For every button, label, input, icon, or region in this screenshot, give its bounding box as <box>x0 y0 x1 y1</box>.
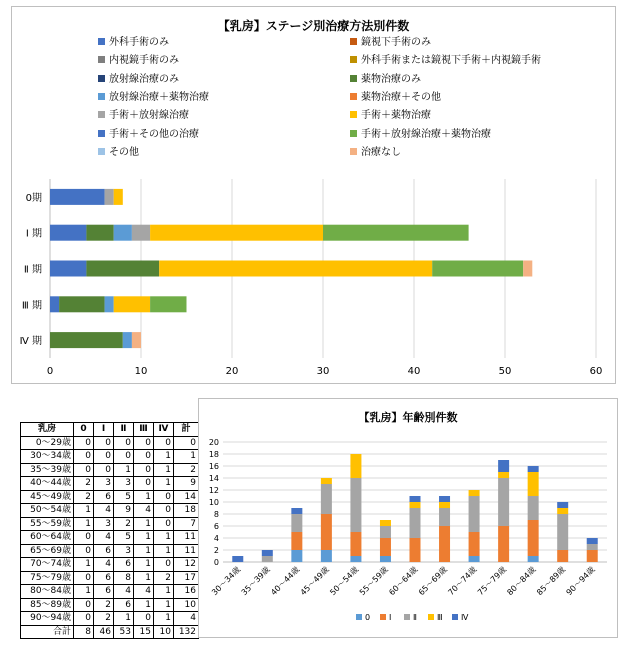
table-header-row <box>21 423 199 437</box>
row-label: 合計 <box>21 625 74 639</box>
table-cell: 6 <box>114 558 134 572</box>
table-cell: 0 <box>74 544 94 558</box>
table-cell: 0 <box>94 450 114 464</box>
bar-segment <box>528 472 539 496</box>
table-cell: 132 <box>174 625 199 639</box>
table-row <box>21 490 199 504</box>
bar-segment <box>557 502 568 508</box>
table-cell: 1 <box>114 463 134 477</box>
bar-segment <box>498 460 509 472</box>
table-row <box>21 544 199 558</box>
bar-segment <box>114 225 132 241</box>
column-header: Ⅱ <box>114 423 134 437</box>
table-cell: 0 <box>74 598 94 612</box>
table-cell: 1 <box>154 450 174 464</box>
bar-segment <box>528 520 539 556</box>
table-cell: 1 <box>74 517 94 531</box>
table-row <box>21 571 199 585</box>
bar-segment <box>321 550 332 562</box>
table-row <box>21 558 199 572</box>
row-label: 50～54歳 <box>21 504 74 518</box>
table-cell: 6 <box>94 544 114 558</box>
table-cell: 9 <box>174 477 199 491</box>
x-tick-label: 30 <box>316 366 330 377</box>
table-cell: 1 <box>134 571 154 585</box>
table-cell: 0 <box>134 612 154 626</box>
bar-segment <box>410 496 421 502</box>
bar-segment <box>59 296 105 312</box>
row-label: 85～89歳 <box>21 598 74 612</box>
bar-segment <box>50 261 86 277</box>
table-cell: 46 <box>94 625 114 639</box>
bar-segment <box>523 261 532 277</box>
table-cell: 3 <box>94 517 114 531</box>
legend-label: 手術＋放射線治療＋薬物治療 <box>361 128 491 140</box>
legend-swatch <box>428 614 434 620</box>
y-tick-label: 8 <box>213 510 219 519</box>
table-cell: 2 <box>94 612 114 626</box>
y-tick-label: Ⅰ 期 <box>25 228 42 240</box>
table-cell: 3 <box>114 477 134 491</box>
y-tick-label: Ⅱ 期 <box>23 264 42 276</box>
table-cell: 10 <box>154 625 174 639</box>
table-cell: 14 <box>174 490 199 504</box>
bar-segment <box>123 332 132 348</box>
bar-segment <box>321 484 332 514</box>
table-cell: 1 <box>154 544 174 558</box>
y-tick-label: Ⅲ 期 <box>21 300 42 312</box>
y-tick-label: 10 <box>208 498 219 507</box>
legend-label: その他 <box>109 146 139 158</box>
table-cell: 4 <box>94 504 114 518</box>
bar-segment <box>321 478 332 484</box>
row-label: 80～84歳 <box>21 585 74 599</box>
table-cell: 6 <box>94 585 114 599</box>
bar-segment <box>557 514 568 550</box>
bar-segment <box>86 261 159 277</box>
x-tick-label: 0 <box>46 366 54 377</box>
table-cell: 2 <box>114 517 134 531</box>
y-tick-label: 20 <box>208 438 219 447</box>
table-cell: 0 <box>134 436 154 450</box>
table-cell: 1 <box>114 612 134 626</box>
table-row <box>21 585 199 599</box>
table-cell: 15 <box>134 625 154 639</box>
bar-segment <box>86 225 113 241</box>
y-tick-label: 16 <box>208 462 219 471</box>
chart-title: 【乳房】ステージ別治療方法別件数 <box>217 19 410 33</box>
legend-label: 放射線治療のみ <box>109 73 179 85</box>
legend-label: 薬物治療のみ <box>361 73 421 85</box>
row-label: 90～94歳 <box>21 612 74 626</box>
x-tick-label: 40～44歳 <box>269 565 302 598</box>
bar-segment <box>114 189 123 205</box>
y-tick-label: 0期 <box>25 192 42 204</box>
table-cell: 1 <box>134 490 154 504</box>
bar-segment <box>150 296 186 312</box>
legend-label: 外科手術または鏡視下手術＋内視鏡手術 <box>361 55 541 67</box>
bar-segment <box>498 472 509 478</box>
column-header: 乳房 <box>21 423 74 437</box>
bar-segment <box>291 550 302 562</box>
bar-segment <box>50 189 105 205</box>
table-row <box>21 477 199 491</box>
column-header: Ⅲ <box>134 423 154 437</box>
age-stage-table <box>20 422 199 639</box>
table-row <box>21 598 199 612</box>
table-cell: 2 <box>74 477 94 491</box>
bar-segment <box>587 544 598 550</box>
column-header: Ⅰ <box>94 423 114 437</box>
x-tick-label: 55～59歳 <box>357 565 390 598</box>
table-cell: 1 <box>134 531 154 545</box>
table-cell: 0 <box>74 463 94 477</box>
bar-segment <box>50 296 59 312</box>
table-cell: 2 <box>94 598 114 612</box>
table-cell: 0 <box>174 436 199 450</box>
legend-label: 0 <box>365 613 371 622</box>
bar-segment <box>432 261 523 277</box>
table-row <box>21 612 199 626</box>
x-tick-label: 90～94歳 <box>564 565 597 598</box>
x-tick-label: 50～54歳 <box>328 565 361 598</box>
table-cell: 1 <box>134 598 154 612</box>
row-label: 30～34歳 <box>21 450 74 464</box>
x-tick-label: 20 <box>225 366 239 377</box>
legend-label: Ⅲ <box>437 613 443 622</box>
table-cell: 5 <box>114 531 134 545</box>
chart-title: 【乳房】年齢別件数 <box>358 411 458 424</box>
bar-segment <box>262 550 273 556</box>
bar-segment <box>150 225 323 241</box>
table-cell: 1 <box>154 598 174 612</box>
y-tick-label: 6 <box>213 522 219 531</box>
table-row <box>21 517 199 531</box>
x-tick-label: 60 <box>589 366 603 377</box>
x-tick-label: 75～79歳 <box>475 565 509 598</box>
table-cell: 6 <box>94 490 114 504</box>
bar-segment <box>469 490 480 496</box>
bar-segment <box>50 332 123 348</box>
table-cell: 0 <box>114 450 134 464</box>
x-tick-label: 30～34歳 <box>210 565 243 598</box>
x-tick-label: 40 <box>407 366 421 377</box>
bar-segment <box>132 225 150 241</box>
bar-segment <box>439 526 450 562</box>
bar-segment <box>410 508 421 538</box>
bar-segment <box>469 496 480 532</box>
x-tick-label: 50 <box>498 366 512 377</box>
bar-segment <box>528 556 539 562</box>
bar-segment <box>105 296 114 312</box>
bar-segment <box>232 556 243 562</box>
table-cell: 0 <box>154 558 174 572</box>
table-cell: 53 <box>114 625 134 639</box>
table-cell: 0 <box>94 463 114 477</box>
y-tick-label: 2 <box>213 546 219 555</box>
table-row <box>21 463 199 477</box>
table-cell: 1 <box>134 544 154 558</box>
table-cell: 3 <box>94 477 114 491</box>
table-cell: 1 <box>74 585 94 599</box>
table-cell: 1 <box>74 558 94 572</box>
stage-treatment-chart <box>11 6 616 384</box>
x-tick-label: 35～39歳 <box>239 565 272 598</box>
bar-segment <box>380 520 391 526</box>
bar-segment <box>291 508 302 514</box>
table-cell: 0 <box>74 612 94 626</box>
row-label: 65～69歳 <box>21 544 74 558</box>
table-cell: 4 <box>134 585 154 599</box>
bar-segment <box>439 508 450 526</box>
bar-segment <box>498 526 509 562</box>
table-cell: 5 <box>114 490 134 504</box>
bar-segment <box>132 332 141 348</box>
table-cell: 16 <box>174 585 199 599</box>
row-label: 75～79歳 <box>21 571 74 585</box>
x-tick-label: 80～84歳 <box>505 565 538 598</box>
row-label: 35～39歳 <box>21 463 74 477</box>
bar-segment <box>380 538 391 556</box>
table-cell: 0 <box>74 531 94 545</box>
table-cell: 11 <box>174 544 199 558</box>
table-cell: 1 <box>154 585 174 599</box>
bar-segment <box>350 478 361 532</box>
table-cell: 1 <box>174 450 199 464</box>
table-cell: 0 <box>74 436 94 450</box>
table-cell: 0 <box>74 450 94 464</box>
row-label: 0～29歳 <box>21 436 74 450</box>
bar-segment <box>587 550 598 562</box>
table-cell: 4 <box>134 504 154 518</box>
legend-label: Ⅰ <box>389 613 392 622</box>
table-row <box>21 450 199 464</box>
table-cell: 4 <box>94 531 114 545</box>
legend-label: 手術＋放射線治療 <box>109 110 189 122</box>
bar-segment <box>262 556 273 562</box>
x-tick-label: 70～74歳 <box>446 565 479 598</box>
table-cell: 9 <box>114 504 134 518</box>
y-tick-label: 14 <box>208 474 219 483</box>
table-cell: 3 <box>114 544 134 558</box>
bar-segment <box>105 189 114 205</box>
x-tick-label: 45～49歳 <box>298 565 331 598</box>
table-cell: 2 <box>174 463 199 477</box>
x-tick-label: 85～89歳 <box>535 565 568 598</box>
table-cell: 4 <box>174 612 199 626</box>
legend-label: Ⅳ <box>461 613 469 622</box>
age-bar-plot <box>199 399 617 637</box>
table-cell: 1 <box>154 463 174 477</box>
y-tick-label: 0 <box>213 558 219 567</box>
table-cell: 8 <box>74 625 94 639</box>
table-cell: 8 <box>114 571 134 585</box>
table-cell: 1 <box>134 558 154 572</box>
bar-segment <box>557 550 568 562</box>
row-label: 55～59歳 <box>21 517 74 531</box>
legend-label: 外科手術のみ <box>109 37 169 48</box>
bar-segment <box>469 532 480 556</box>
bar-segment <box>50 225 86 241</box>
bar-segment <box>439 502 450 508</box>
table-cell: 0 <box>74 571 94 585</box>
legend-label: 内視鏡手術のみ <box>109 55 179 67</box>
table-cell: 12 <box>174 558 199 572</box>
bar-segment <box>498 478 509 526</box>
y-tick-label: 4 <box>213 534 219 543</box>
bar-segment <box>350 556 361 562</box>
table-cell: 1 <box>154 612 174 626</box>
table-cell: 0 <box>94 436 114 450</box>
row-label: 40～44歳 <box>21 477 74 491</box>
bar-segment <box>350 454 361 478</box>
table-cell: 17 <box>174 571 199 585</box>
bar-segment <box>439 496 450 502</box>
table-cell: 4 <box>114 585 134 599</box>
row-label: 70～74歳 <box>21 558 74 572</box>
table-cell: 0 <box>154 490 174 504</box>
bar-segment <box>291 514 302 532</box>
table-cell: 6 <box>114 598 134 612</box>
table-cell: 2 <box>74 490 94 504</box>
table-cell: 0 <box>154 504 174 518</box>
bar-segment <box>323 225 469 241</box>
bar-segment <box>291 532 302 550</box>
y-tick-label: 12 <box>208 486 219 495</box>
table-cell: 6 <box>94 571 114 585</box>
bar-segment <box>159 261 432 277</box>
bar-segment <box>557 508 568 514</box>
legend-label: 放射線治療＋薬物治療 <box>109 91 209 103</box>
bar-segment <box>410 502 421 508</box>
bar-segment <box>114 296 150 312</box>
column-header: 0 <box>74 423 94 437</box>
table-cell: 0 <box>134 463 154 477</box>
table-cell: 1 <box>134 517 154 531</box>
y-tick-label: Ⅳ 期 <box>19 336 42 348</box>
legend-swatch <box>404 614 410 620</box>
column-header: 計 <box>174 423 199 437</box>
table-cell: 1 <box>154 531 174 545</box>
row-label: 60～64歳 <box>21 531 74 545</box>
table-cell: 4 <box>94 558 114 572</box>
table-cell: 11 <box>174 531 199 545</box>
table-cell: 1 <box>74 504 94 518</box>
legend-label: 手術＋薬物治療 <box>361 110 431 122</box>
legend-swatch <box>452 614 458 620</box>
legend-label: 治療なし <box>361 146 401 158</box>
bar-segment <box>469 556 480 562</box>
table-cell: 7 <box>174 517 199 531</box>
row-label: 45～49歳 <box>21 490 74 504</box>
legend-swatch <box>356 614 362 620</box>
legend-label: Ⅱ <box>413 613 417 622</box>
age-count-chart <box>198 398 618 638</box>
x-tick-label: 10 <box>134 366 148 377</box>
legend-swatch <box>380 614 386 620</box>
bar-segment <box>380 556 391 562</box>
legend-label: 薬物治療＋その他 <box>361 91 441 103</box>
bar-segment <box>380 526 391 538</box>
table-cell: 0 <box>114 436 134 450</box>
bar-segment <box>587 538 598 544</box>
stage-bar-plot <box>12 7 615 383</box>
table-cell: 0 <box>134 477 154 491</box>
x-tick-label: 65～69歳 <box>416 565 449 598</box>
x-tick-label: 60～64歳 <box>387 565 420 598</box>
y-tick-label: 18 <box>208 450 219 459</box>
bar-segment <box>350 532 361 556</box>
table-row <box>21 504 199 518</box>
table-cell: 10 <box>174 598 199 612</box>
table-cell: 0 <box>154 436 174 450</box>
bar-segment <box>528 496 539 520</box>
table-cell: 18 <box>174 504 199 518</box>
legend-label: 鏡視下手術のみ <box>361 37 431 48</box>
table-row <box>21 625 199 639</box>
legend-label: 手術＋その他の治療 <box>109 128 199 140</box>
table-cell: 2 <box>154 571 174 585</box>
bar-segment <box>410 538 421 562</box>
table-row <box>21 436 199 450</box>
table-cell: 1 <box>154 477 174 491</box>
bar-segment <box>321 514 332 550</box>
table-cell: 0 <box>154 517 174 531</box>
bar-segment <box>528 466 539 472</box>
table-row <box>21 531 199 545</box>
column-header: Ⅳ <box>154 423 174 437</box>
table-cell: 0 <box>134 450 154 464</box>
